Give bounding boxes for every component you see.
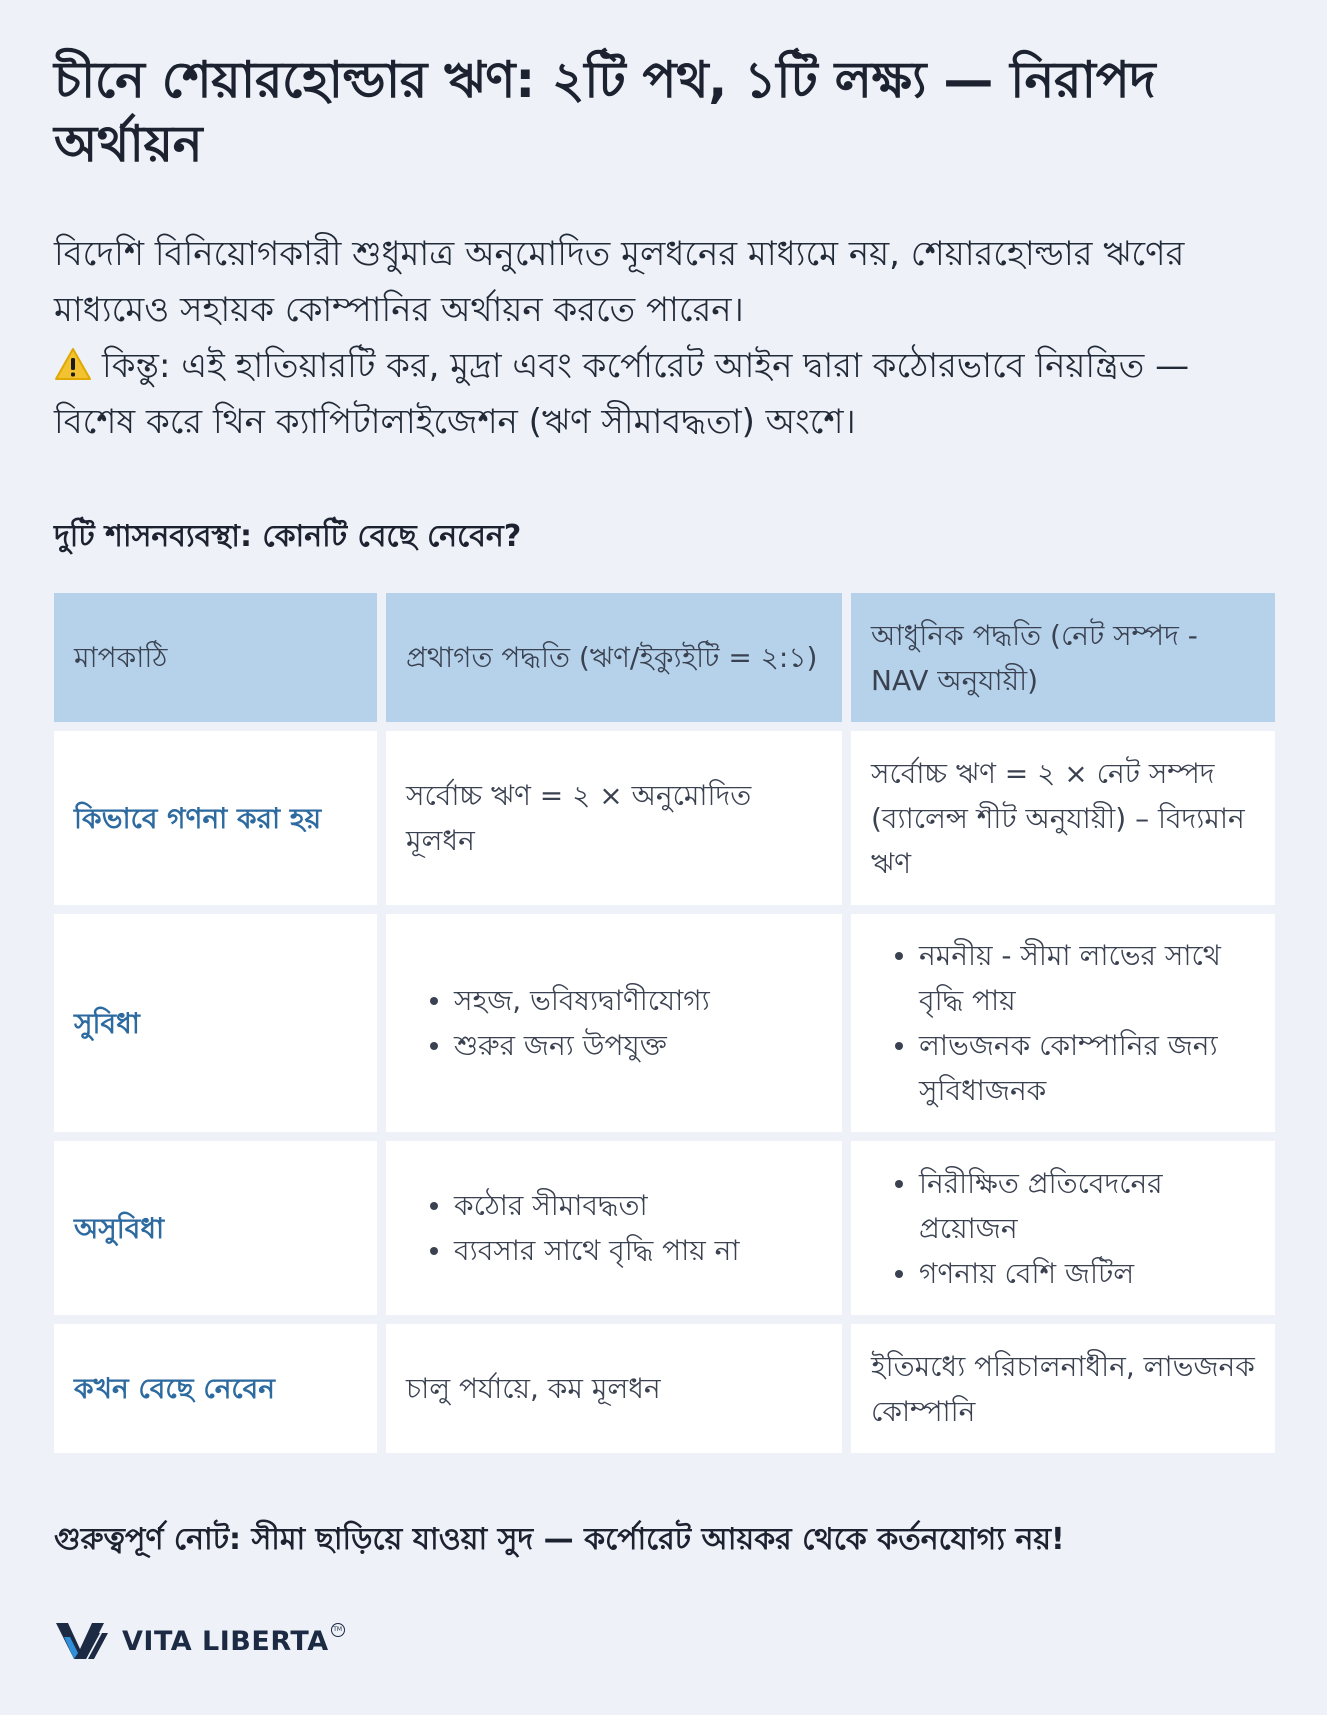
cell-pros-modern (851, 914, 1275, 1132)
row-label-cons: অসুবিধা (54, 1141, 377, 1315)
list-item: গণনায় বেশি জটিল (899, 1251, 1255, 1296)
cell-cons-traditional (386, 1141, 842, 1315)
cell-calc-traditional: সর্বোচ্চ ঋণ = ২ × অনুমোদিত মূলধন (386, 731, 842, 905)
brand-logo (54, 1618, 345, 1664)
cell-pros-traditional (386, 914, 842, 1132)
row-label-pros: সুবিধা (54, 914, 377, 1132)
table-header-modern: আধুনিক পদ্ধতি (নেট সম্পদ - NAV অনুযায়ী) (851, 593, 1275, 722)
warning-paragraph (54, 338, 1274, 450)
list-item: সহজ, ভবিষ্যদ্বাণীযোগ্য (434, 978, 710, 1023)
important-note: গুরুত্বপূর্ণ নোট: সীমা ছাড়িয়ে যাওয়া সুদ — কর্পোরেট আয়কর থেকে কর্তনযোগ্য নয়! (54, 1522, 1065, 1557)
pros-traditional-list (406, 978, 710, 1068)
list-item: নমনীয় - সীমা লাভের সাথে বৃদ্ধি পায় (899, 933, 1255, 1023)
list-item: নিরীক্ষিত প্রতিবেদনের প্রয়োজন (899, 1161, 1255, 1251)
list-item: লাভজনক কোম্পানির জন্য সুবিধাজনক (899, 1023, 1255, 1113)
list-item: শুরুর জন্য উপযুক্ত (434, 1023, 710, 1068)
table-header-criteria: মাপকাঠি (54, 593, 377, 722)
table-header-traditional: প্রথাগত পদ্ধতি (ঋণ/ইক্যুইটি = ২:১) (386, 593, 842, 722)
cell-calc-modern: সর্বোচ্চ ঋণ = ২ × নেট সম্পদ (ব্যালেন্স শীট অনুযায়ী) – বিদ্যমান ঋণ (851, 731, 1275, 905)
cons-traditional-list (406, 1183, 740, 1273)
cell-when-modern: ইতিমধ্যে পরিচালনাধীন, লাভজনক কোম্পানি (851, 1324, 1275, 1453)
row-label-calculation: কিভাবে গণনা করা হয় (54, 731, 377, 905)
list-item: কঠোর সীমাবদ্ধতা (434, 1183, 740, 1228)
page (54, 48, 1274, 1566)
warning-text: কিন্তু: এই হাতিয়ারটি কর, মুদ্রা এবং কর্পোরেট আইন দ্বারা কঠোরভাবে নিয়ন্ত্রিত — বিশেষ করে থিন ক্যাপিটালাইজেশন (ঋণ সীমাবদ্ধতা) অংশে। (54, 346, 1190, 442)
intro-paragraph: বিদেশি বিনিয়োগকারী শুধুমাত্র অনুমোদিত মূলধনের মাধ্যমে নয়, শেয়ারহোল্ডার ঋণের মাধ্যমেও সহায়ক কোম্পানির অর্থায়ন করতে পারেন। (54, 234, 1185, 330)
comparison-table (54, 593, 1274, 1453)
list-item: ব্যবসার সাথে বৃদ্ধি পায় না (434, 1228, 740, 1273)
trademark-mark: TM (331, 1623, 345, 1637)
cell-when-traditional: চালু পর্যায়ে, কম মূলধন (386, 1324, 842, 1453)
cell-cons-modern (851, 1141, 1275, 1315)
warning-icon (54, 347, 92, 381)
pros-modern-list (871, 933, 1255, 1113)
cons-modern-list (871, 1161, 1255, 1296)
row-label-when: কখন বেছে নেবেন (54, 1324, 377, 1453)
intro-section (54, 226, 1274, 450)
vita-liberta-logo-icon (54, 1619, 110, 1663)
section-subheading: দুটি শাসনব্যবস্থা: কোনটি বেছে নেবেন? (54, 519, 522, 554)
logo-text: VITA LIBERTA (122, 1625, 329, 1657)
page-title: চীনে শেয়ারহোল্ডার ঋণ: ২টি পথ, ১টি লক্ষ্য — নিরাপদ অর্থায়ন (54, 51, 1156, 173)
